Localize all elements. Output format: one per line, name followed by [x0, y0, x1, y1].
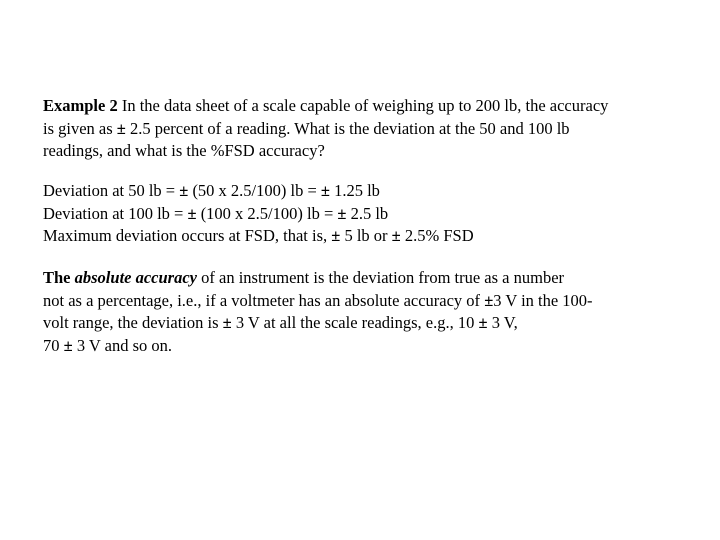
absolute-line-1 — [43, 267, 703, 290]
plus-minus-symbol: ± — [484, 290, 494, 310]
absolute-line-3-text-a: volt range, the deviation is — [43, 313, 223, 332]
deviation-max-text-a: Maximum deviation occurs at FSD, that is, — [43, 226, 332, 245]
absolute-line-4-text-b: 3 V and so on. — [72, 335, 173, 355]
absolute-line-4 — [43, 335, 703, 358]
example-line-2 — [43, 118, 703, 141]
deviation-50-text-a: Deviation at 50 lb = — [43, 181, 180, 200]
absolute-line-3-text-b: 3 V at all the scale readings, e.g., 10 — [231, 313, 479, 332]
deviation-max-text-b: 5 lb or — [340, 226, 392, 245]
deviation-line-max — [43, 225, 703, 248]
plus-minus-symbol: ± — [179, 181, 189, 200]
deviation-line-100 — [43, 203, 703, 226]
deviation-max-text-c: 2.5% FSD — [400, 226, 474, 245]
absolute-line-2-text-a: not as a percentage, i.e., if a voltmeter has an absolute accuracy of — [43, 290, 485, 310]
example-line-1-text: In the data sheet of a scale capable of weighing up to 200 lb, the accuracy — [117, 96, 609, 115]
absolute-line-3-text-c: 3 V, — [487, 313, 518, 332]
plus-minus-symbol: ± — [391, 226, 401, 245]
deviation-100-text-b: (100 x 2.5/100) lb = — [196, 203, 338, 223]
deviation-50-text-c: 1.25 lb — [329, 181, 380, 200]
deviation-50-text-b: (50 x 2.5/100) lb = — [188, 181, 321, 200]
plus-minus-symbol: ± — [63, 335, 73, 355]
absolute-line-2-text-b: 3 V in the 100- — [493, 290, 593, 310]
deviation-line-50 — [43, 180, 703, 203]
example-line-2-text-a: is given as — [43, 118, 117, 138]
absolute-line-3 — [43, 312, 703, 335]
plus-minus-symbol: ± — [187, 203, 197, 223]
plus-minus-symbol: ± — [478, 313, 488, 332]
plus-minus-symbol: ± — [331, 226, 341, 245]
deviation-100-text-a: Deviation at 100 lb = — [43, 203, 188, 223]
deviation-paragraph — [43, 180, 703, 248]
plus-minus-symbol: ± — [222, 313, 232, 332]
example-line-2-text-b: 2.5 percent of a reading. What is the deviation at the 50 and 100 lb — [125, 118, 570, 138]
plus-minus-symbol: ± — [116, 118, 126, 138]
absolute-line-2 — [43, 290, 703, 313]
absolute-line-4-text-a: 70 — [43, 335, 64, 355]
deviation-100-text-c: 2.5 lb — [346, 203, 389, 223]
example-paragraph — [43, 95, 703, 163]
example-heading: Example 2 — [43, 96, 118, 115]
absolute-lead: The — [43, 268, 75, 287]
absolute-accuracy-term: absolute accuracy — [74, 268, 197, 287]
example-line-1 — [43, 95, 703, 118]
plus-minus-symbol: ± — [337, 203, 347, 223]
plus-minus-symbol: ± — [320, 181, 330, 200]
absolute-accuracy-paragraph — [43, 267, 703, 357]
example-line-3: readings, and what is the %FSD accuracy? — [43, 141, 325, 160]
absolute-line-1-text: of an instrument is the deviation from true as a number — [197, 268, 565, 287]
